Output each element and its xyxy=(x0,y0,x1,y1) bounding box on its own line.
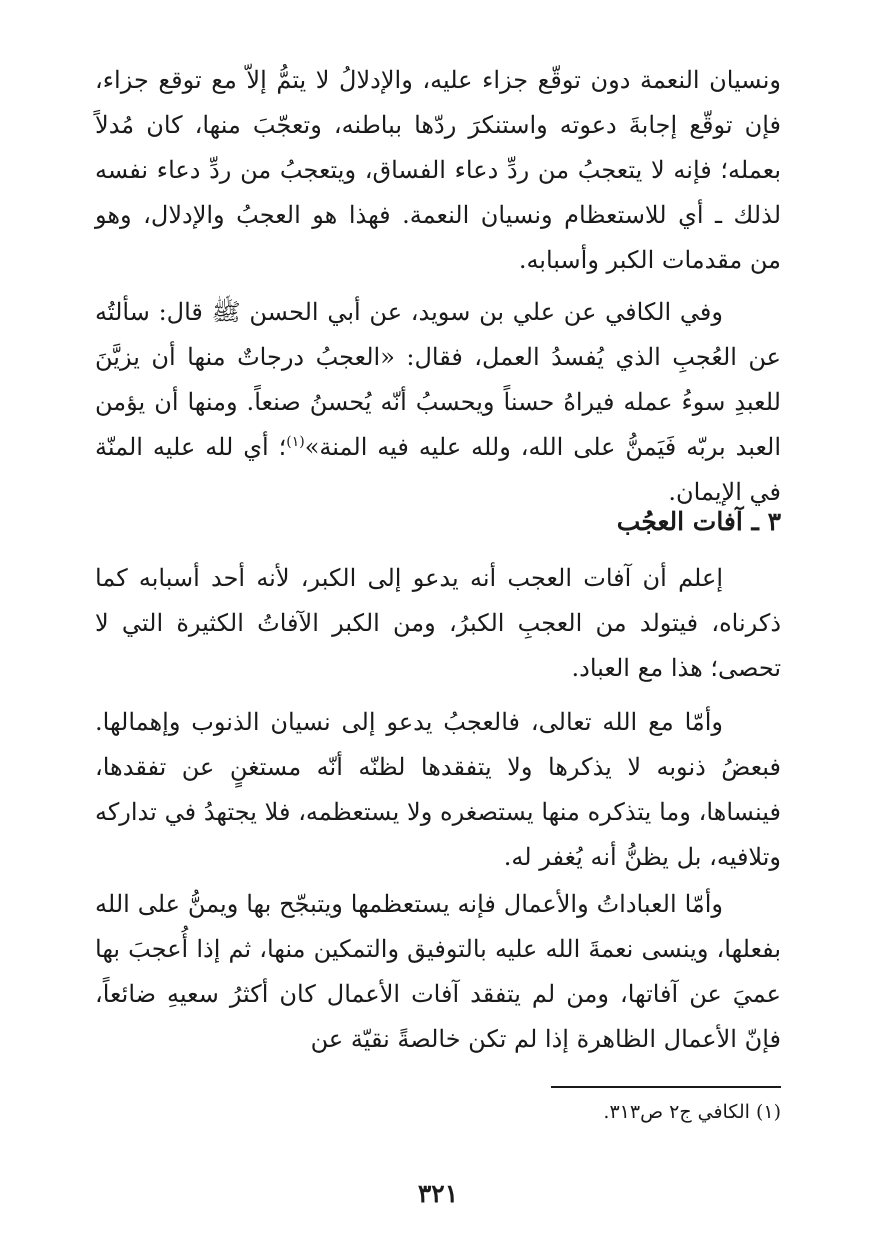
paragraph-5: وأمّا العباداتُ والأعمال فإنه يستعظمها ويتبجّح بها ويمنُّ على الله بفعلها، وينسى نعمةَ الله عليه بالتوفيق والتمكين منها، ثم إذا أُعجبَ بها عميَ عن آفاتها، ومن لم يتفقد آفات الأعمال كان أكثرُ سعيهِ ضائعاً، فإنّ الأعمال الظاهرة إذا لم تكن خالصةً نقيّة عن xyxy=(95,890,781,1053)
paragraph-1: ونسيان النعمة دون توقّع جزاء عليه، والإدلالُ لا يتمُّ إلاّ مع توقع جزاء، فإن توقّع إجابةَ دعوته واستنكرَ ردّها بباطنه، وتعجّبَ منها، كان مُدلاً بعمله؛ فإنه لا يتعجبُ من ردِّ دعاء الفساق، ويتعجبُ من ردِّ دعاء نفسه لذلك ـ أي للاستعظام ونسيان النعمة. فهذا هو العجبُ والإدلال، وهو من مقدمات الكبر وأسبابه. xyxy=(95,66,781,274)
page-number: ٣٢١ xyxy=(417,1179,459,1208)
paragraph-2-text: وفي الكافي عن علي بن سويد، عن أبي الحسن ﷺ قال: سألتُه عن العُجبِ الذي يُفسدُ العمل، فقال: «العجبُ درجاتٌ منها أن يزيَّنَ للعبدِ سوءُ عمله فيراهُ حسناً ويحسبُ أنّه يُحسنُ صنعاً. ومنها أن يؤمن العبد بربّه فَيَمنُّ على الله، ولله عليه فيه المنة» xyxy=(95,298,782,461)
section-heading: ٣ ـ آفات العجُب xyxy=(616,507,781,536)
paragraph-2-tail: ؛ أي لله عليه المنّة في الإيمان. xyxy=(95,433,781,506)
paragraph-2 xyxy=(95,290,781,515)
paragraph-3: إعلم أن آفات العجب أنه يدعو إلى الكبر، لأنه أحد أسبابه كما ذكرناه، فيتولد من العجبِ الكبرُ، ومن الكبر الآفاتُ الكثيرة التي لا تحصى؛ هذا مع العباد. xyxy=(95,564,781,682)
paragraph-4: وأمّا مع الله تعالى، فالعجبُ يدعو إلى نسيان الذنوب وإهمالها. فبعضُ ذنوبه لا يذكرها ولا يتفقدها لظنّه أنّه مستغنٍ عن تفقدها، فينساها، وما يتذكره منها يستصغره ولا يستعظمه، فلا يجتهدُ في تداركه وتلافيه، بل يظنُّ أنه يُغفر له. xyxy=(95,708,781,871)
footnote-marker: (١) xyxy=(286,434,305,450)
footnote-divider xyxy=(551,1086,781,1088)
footnote: (١) الكافي ج٢ ص٣١٣. xyxy=(603,1101,781,1123)
